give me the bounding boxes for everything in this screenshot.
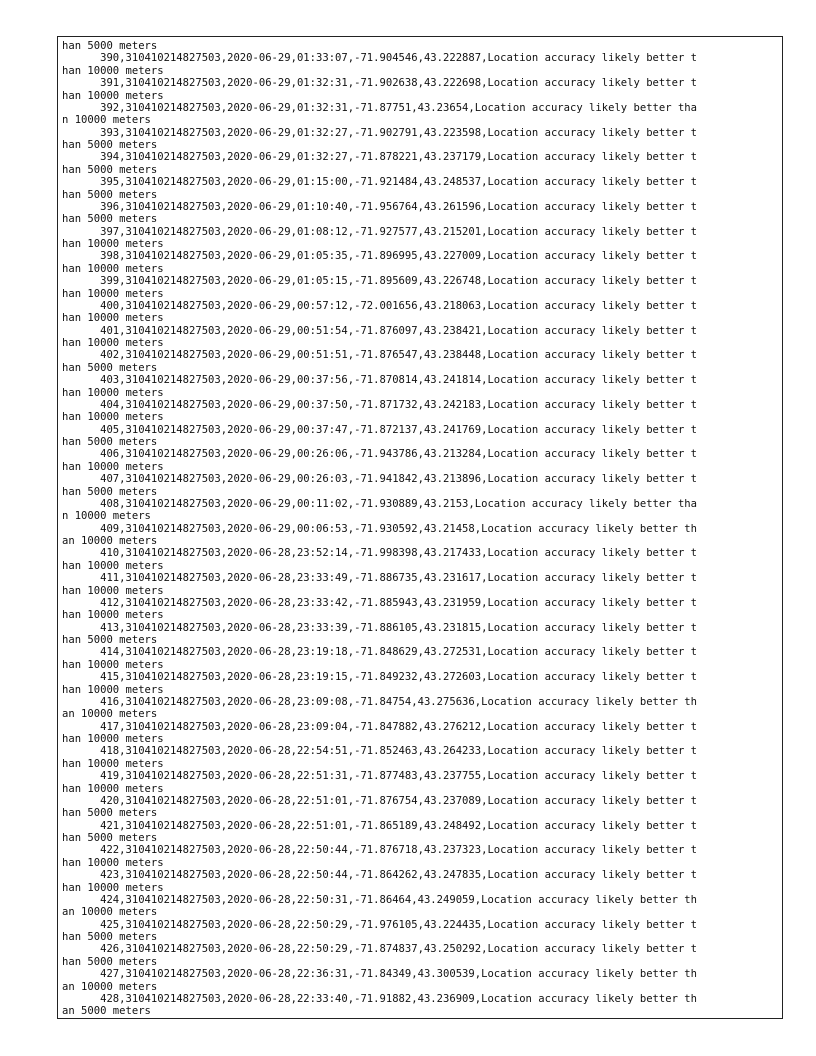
record-wrap: han 10000 meters: [62, 559, 164, 572]
record-line: 392,310410214827503,2020-06-29,01:32:31,-71.87751,43.23654,Location accuracy likely better tha: [100, 101, 697, 114]
record-line: 416,310410214827503,2020-06-28,23:09:08,-71.84754,43.275636,Location accuracy likely better th: [100, 695, 697, 708]
record-line: 390,310410214827503,2020-06-29,01:33:07,-71.904546,43.222887,Location accuracy likely better t: [100, 52, 697, 65]
record-line: 401,310410214827503,2020-06-29,00:51:54,-71.876097,43.238421,Location accuracy likely better t: [100, 324, 697, 337]
record-wrap: han 10000 meters: [62, 262, 164, 275]
record-line: 419,310410214827503,2020-06-28,22:51:31,-71.877483,43.237755,Location accuracy likely better t: [100, 770, 697, 783]
record-line: 397,310410214827503,2020-06-29,01:08:12,-71.927577,43.215201,Location accuracy likely better t: [100, 225, 697, 238]
record-line: 426,310410214827503,2020-06-28,22:50:29,-71.874837,43.250292,Location accuracy likely better t: [100, 943, 697, 956]
record-wrap: han 5000 meters: [62, 188, 158, 201]
record-line: 394,310410214827503,2020-06-29,01:32:27,-71.878221,43.237179,Location accuracy likely better t: [100, 151, 697, 164]
record-line: 396,310410214827503,2020-06-29,01:10:40,-71.956764,43.261596,Location accuracy likely better t: [100, 200, 697, 213]
record-line: 408,310410214827503,2020-06-29,00:11:02,-71.930889,43.2153,Location accuracy likely better tha: [100, 497, 697, 510]
record-wrap: han 10000 meters: [62, 411, 164, 424]
record-wrap: han 5000 meters: [62, 634, 158, 646]
record-line: 424,310410214827503,2020-06-28,22:50:31,-71.86464,43.249059,Location accuracy likely better th: [100, 893, 697, 906]
record-line: 425,310410214827503,2020-06-28,22:50:29,-71.976105,43.224435,Location accuracy likely better t: [100, 918, 697, 931]
record-line: 410,310410214827503,2020-06-28,23:52:14,-71.998398,43.217433,Location accuracy likely better t: [100, 547, 697, 560]
record-wrap: han 10000 meters: [62, 609, 164, 622]
record-line: 404,310410214827503,2020-06-29,00:37:50,-71.871732,43.242183,Location accuracy likely better t: [100, 398, 697, 411]
record-wrap: han 10000 meters: [62, 89, 164, 102]
record-wrap: an 5000 meters: [62, 1005, 151, 1018]
record-line: 407,310410214827503,2020-06-29,00:26:03,-71.941842,43.213896,Location accuracy likely better t: [100, 473, 697, 486]
record-wrap: han 10000 meters: [62, 757, 164, 770]
record-line: 422,310410214827503,2020-06-28,22:50:44,-71.876718,43.237323,Location accuracy likely better t: [100, 844, 697, 857]
record-line: 418,310410214827503,2020-06-28,22:54:51,-71.852463,43.264233,Location accuracy likely better t: [100, 745, 697, 758]
record-wrap: han 10000 meters: [62, 337, 164, 349]
record-line: 395,310410214827503,2020-06-29,01:15:00,-71.921484,43.248537,Location accuracy likely better t: [100, 176, 697, 189]
record-line: 398,310410214827503,2020-06-29,01:05:35,-71.896995,43.227009,Location accuracy likely better t: [100, 250, 697, 263]
record-wrap: han 10000 meters: [62, 287, 164, 300]
record-wrap: han 5000 meters: [62, 139, 158, 151]
document-page: [57, 36, 783, 1019]
record-wrap: han 10000 meters: [62, 683, 164, 696]
record-wrap: han 10000 meters: [62, 584, 164, 597]
record-line: 411,310410214827503,2020-06-28,23:33:49,-71.886735,43.231617,Location accuracy likely better t: [100, 572, 697, 585]
record-line: 415,310410214827503,2020-06-28,23:19:15,-71.849232,43.272603,Location accuracy likely better t: [100, 671, 697, 684]
record-line: 423,310410214827503,2020-06-28,22:50:44,-71.864262,43.247835,Location accuracy likely better t: [100, 869, 697, 882]
record-wrap: an 10000 meters: [62, 535, 158, 547]
record-line: 420,310410214827503,2020-06-28,22:51:01,-71.876754,43.237089,Location accuracy likely better t: [100, 794, 697, 807]
record-wrap: han 5000 meters: [62, 361, 158, 374]
record-wrap: han 5000 meters: [62, 213, 158, 226]
record-wrap: an 10000 meters: [62, 906, 158, 919]
log-text: [62, 40, 778, 1018]
record-wrap: han 10000 meters: [62, 386, 164, 399]
record-line: 414,310410214827503,2020-06-28,23:19:18,-71.848629,43.272531,Location accuracy likely better t: [100, 646, 697, 659]
record-line: 427,310410214827503,2020-06-28,22:36:31,-71.84349,43.300539,Location accuracy likely better th: [100, 968, 697, 981]
record-wrap: han 5000 meters: [62, 436, 158, 448]
record-line: 403,310410214827503,2020-06-29,00:37:56,-71.870814,43.241814,Location accuracy likely better t: [100, 374, 697, 387]
record-list: [62, 52, 697, 1017]
record-wrap: an 10000 meters: [62, 708, 158, 721]
record-line: 409,310410214827503,2020-06-29,00:06:53,-71.930592,43.21458,Location accuracy likely better th: [100, 522, 697, 535]
record-wrap: han 10000 meters: [62, 238, 164, 250]
record-wrap: han 5000 meters: [62, 807, 158, 820]
record-wrap: han 10000 meters: [62, 64, 164, 77]
record-wrap: n 10000 meters: [62, 510, 151, 523]
record-wrap: han 10000 meters: [62, 856, 164, 869]
record-line: 405,310410214827503,2020-06-29,00:37:47,-71.872137,43.241769,Location accuracy likely better t: [100, 423, 697, 436]
record-line: 406,310410214827503,2020-06-29,00:26:06,-71.943786,43.213284,Location accuracy likely better t: [100, 448, 697, 461]
record-wrap: han 5000 meters: [62, 485, 158, 498]
record-line: 399,310410214827503,2020-06-29,01:05:15,-71.895609,43.226748,Location accuracy likely better t: [100, 275, 697, 288]
record-wrap: han 10000 meters: [62, 782, 164, 795]
record-line: 421,310410214827503,2020-06-28,22:51:01,-71.865189,43.248492,Location accuracy likely better t: [100, 819, 697, 832]
record-wrap: n 10000 meters: [62, 114, 151, 127]
record-wrap: an 10000 meters: [62, 980, 158, 993]
record-line: 428,310410214827503,2020-06-28,22:33:40,-71.91882,43.236909,Location accuracy likely better th: [100, 992, 697, 1005]
record-line: 413,310410214827503,2020-06-28,23:33:39,-71.886105,43.231815,Location accuracy likely better t: [100, 621, 697, 634]
continuation-line: han 5000 meters: [62, 40, 158, 52]
record-wrap: han 10000 meters: [62, 733, 164, 745]
record-wrap: han 5000 meters: [62, 955, 158, 968]
record-line: 400,310410214827503,2020-06-29,00:57:12,-72.001656,43.218063,Location accuracy likely better t: [100, 299, 697, 312]
record-wrap: han 10000 meters: [62, 312, 164, 325]
record-line: 417,310410214827503,2020-06-28,23:09:04,-71.847882,43.276212,Location accuracy likely better t: [100, 720, 697, 733]
record-line: 412,310410214827503,2020-06-28,23:33:42,-71.885943,43.231959,Location accuracy likely better t: [100, 596, 697, 609]
record-wrap: han 5000 meters: [62, 163, 158, 176]
record-wrap: han 5000 meters: [62, 832, 158, 844]
record-line: 393,310410214827503,2020-06-29,01:32:27,-71.902791,43.223598,Location accuracy likely better t: [100, 126, 697, 139]
record-wrap: han 10000 meters: [62, 460, 164, 473]
record-wrap: han 10000 meters: [62, 658, 164, 671]
record-wrap: han 5000 meters: [62, 931, 158, 943]
record-wrap: han 10000 meters: [62, 881, 164, 894]
record-line: 391,310410214827503,2020-06-29,01:32:31,-71.902638,43.222698,Location accuracy likely better t: [100, 77, 697, 90]
record-line: 402,310410214827503,2020-06-29,00:51:51,-71.876547,43.238448,Location accuracy likely better t: [100, 349, 697, 362]
